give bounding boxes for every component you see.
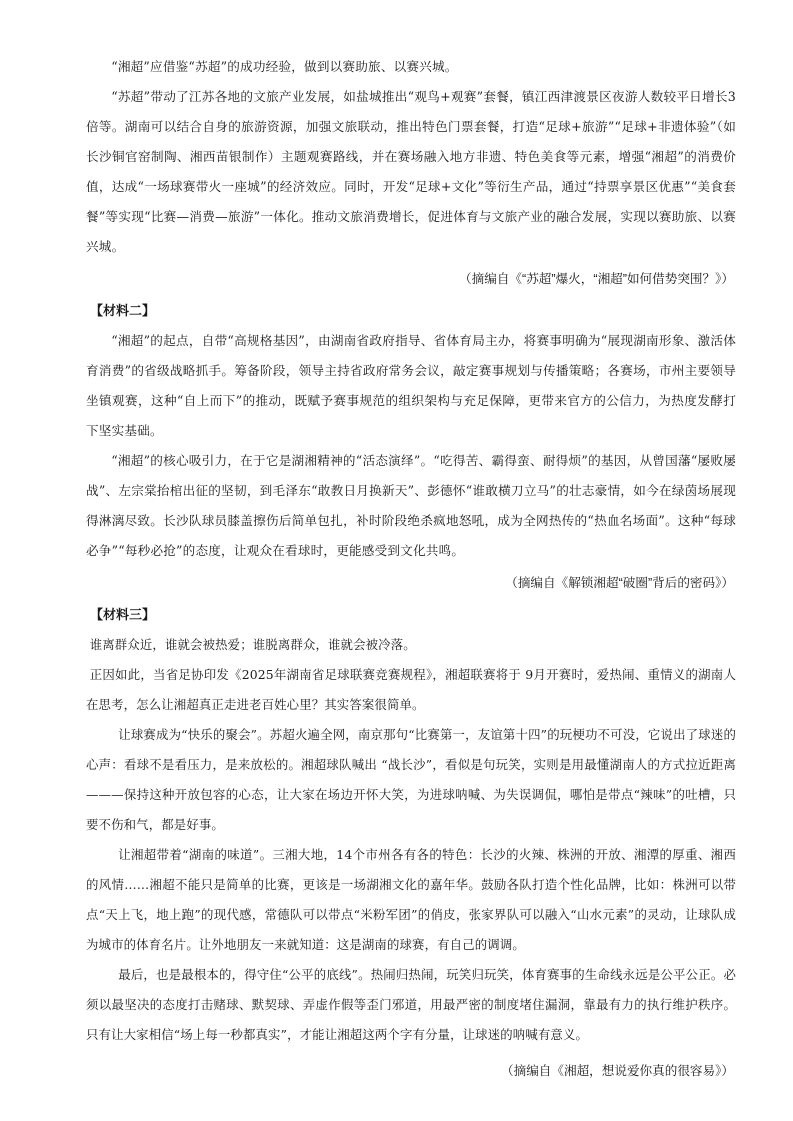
material3-paragraph-5: 最后，也是最根本的，得守住“公平的底线”。热闹归热闹，玩笑归玩笑，体育赛事的生命线永远是公平公正。必须以最坚决的态度打击赌球、默契球、弄虚作假等歪门邪道，用最严密的制度堵住漏洞，靠最有力的执行维护秩序。只有让大家相信“场上每一秒都真实”，才能让湘超这两个字有分量，让球迷的呐喊有意义。 <box>86 967 736 1042</box>
material3-paragraph-1: 谁离群众近，谁就会被热爱；谁脱离群众，谁就会被冷落。 <box>89 637 416 652</box>
material1-paragraph-2: “苏超”带动了江苏各地的文旅产业发展，如盐城推出“观鸟+观赛”套餐，镇江西津渡景区夜游人数较平日增长3倍等。湖南可以结合自身的旅游资源，加强文旅联动，推出特色门票套餐，打造“足球+旅游”“足球+非遗体验”（如长沙铜官窑制陶、湘西苗银制作）主题观赛路线，并在赛场融入地方非遗、特色美食等元素，增强“湘超”的消费价值，达成“一场球赛带火一座城”的经济效应。同时，开发“足球+文化”等衍生产品，通过“持票享景区优惠”“美食套餐”等实现“比赛—消费—旅游”一体化。推动文旅消费增长，促进体育与文旅产业的融合发展，实现以赛助旅、以赛兴城。 <box>86 89 736 254</box>
material3-paragraph-2: 正因如此，当省足协印发《2025年湖南省足球联赛竞赛规程》，湘超联赛将于 9月开赛时，爱热闹、重情义的湖南人在思考，怎么让湘超真正走进老百姓心里？其实答案很简单。 <box>86 667 736 712</box>
material1-paragraph-1: “湘超”应借鉴“苏超”的成功经验，做到以赛助旅、以赛兴城。 <box>111 59 458 74</box>
material2-source: （摘编自《解锁湘超“破圈”背后的密码》） <box>505 576 734 590</box>
material3-heading: 【材料三】 <box>90 607 156 622</box>
material3-paragraph-4: 让湘超带着“湖南的味道”。三湘大地，14个市州各有各的特色：长沙的火辣、株洲的开放、湘潭的厚重、湘西的风情……湘超不能只是简单的比赛，更该是一场湖湘文化的嘉年华。鼓励各队打造个性化品牌，比如：株洲可以带点“天上飞，地上跑”的现代感，常德队可以带点“米粉军团”的俏皮，张家界队可以融入“山水元素”的灵动，让球队成为城市的体育名片。让外地朋友一来就知道：这是湖南的球赛，有自己的调调。 <box>86 847 736 952</box>
material3-paragraph-3: 让球赛成为“快乐的聚会”。苏超火遍全网，南京那句“比赛第一，友谊第十四”的玩梗功不可没，它说出了球迷的心声：看球不是看压力，是来放松的。湘超球队喊出 “战长沙”，看似是句玩笑，实则是用最懂湖南人的方式拉近距离———保持这种开放包容的心态，让大家在场边开怀大笑，为进球呐喊、为失误调侃，哪怕是带点“辣味”的吐槽，只要不伤和气，都是好事。 <box>86 727 736 832</box>
material2-heading: 【材料二】 <box>90 303 156 318</box>
material1-source: （摘编自《“苏超”爆火，“湘超”如何借势突围？》） <box>459 272 734 286</box>
material2-paragraph-2: “湘超”的核心吸引力，在于它是湖湘精神的“活态演绎”。“吃得苦、霸得蛮、耐得烦”的基因，从曾国藩“屡败屡战”、左宗棠抬棺出征的坚韧，到毛泽东“敢教日月换新天”、彭德怀“谁敢横刀立马”的壮志豪情，如今在绿茵场展现得淋漓尽致。长沙队球员膝盖擦伤后简单包扎，补时阶段绝杀疯地怒吼，成为全网热传的“热血名场面”。这种“每球必争”“每秒必抢”的态度，让观众在看球时，更能感受到文化共鸣。 <box>86 453 736 558</box>
document-page <box>86 52 736 1086</box>
material2-paragraph-1: “湘超”的起点，自带“高规格基因”，由湖南省政府指导、省体育局主办，将赛事明确为“展现湖南形象、激活体育消费”的省级战略抓手。筹备阶段，领导主持省政府常务会议，敲定赛事规划与传播策略；各赛场，市州主要领导坐镇观赛，这种“自上而下”的推动，既赋予赛事规范的组织架构与充足保障，更带来官方的公信力，为热度发酵打下坚实基础。 <box>86 333 736 438</box>
material3-source: （摘编自《湘超，想说爱你真的很容易》） <box>501 1064 734 1078</box>
